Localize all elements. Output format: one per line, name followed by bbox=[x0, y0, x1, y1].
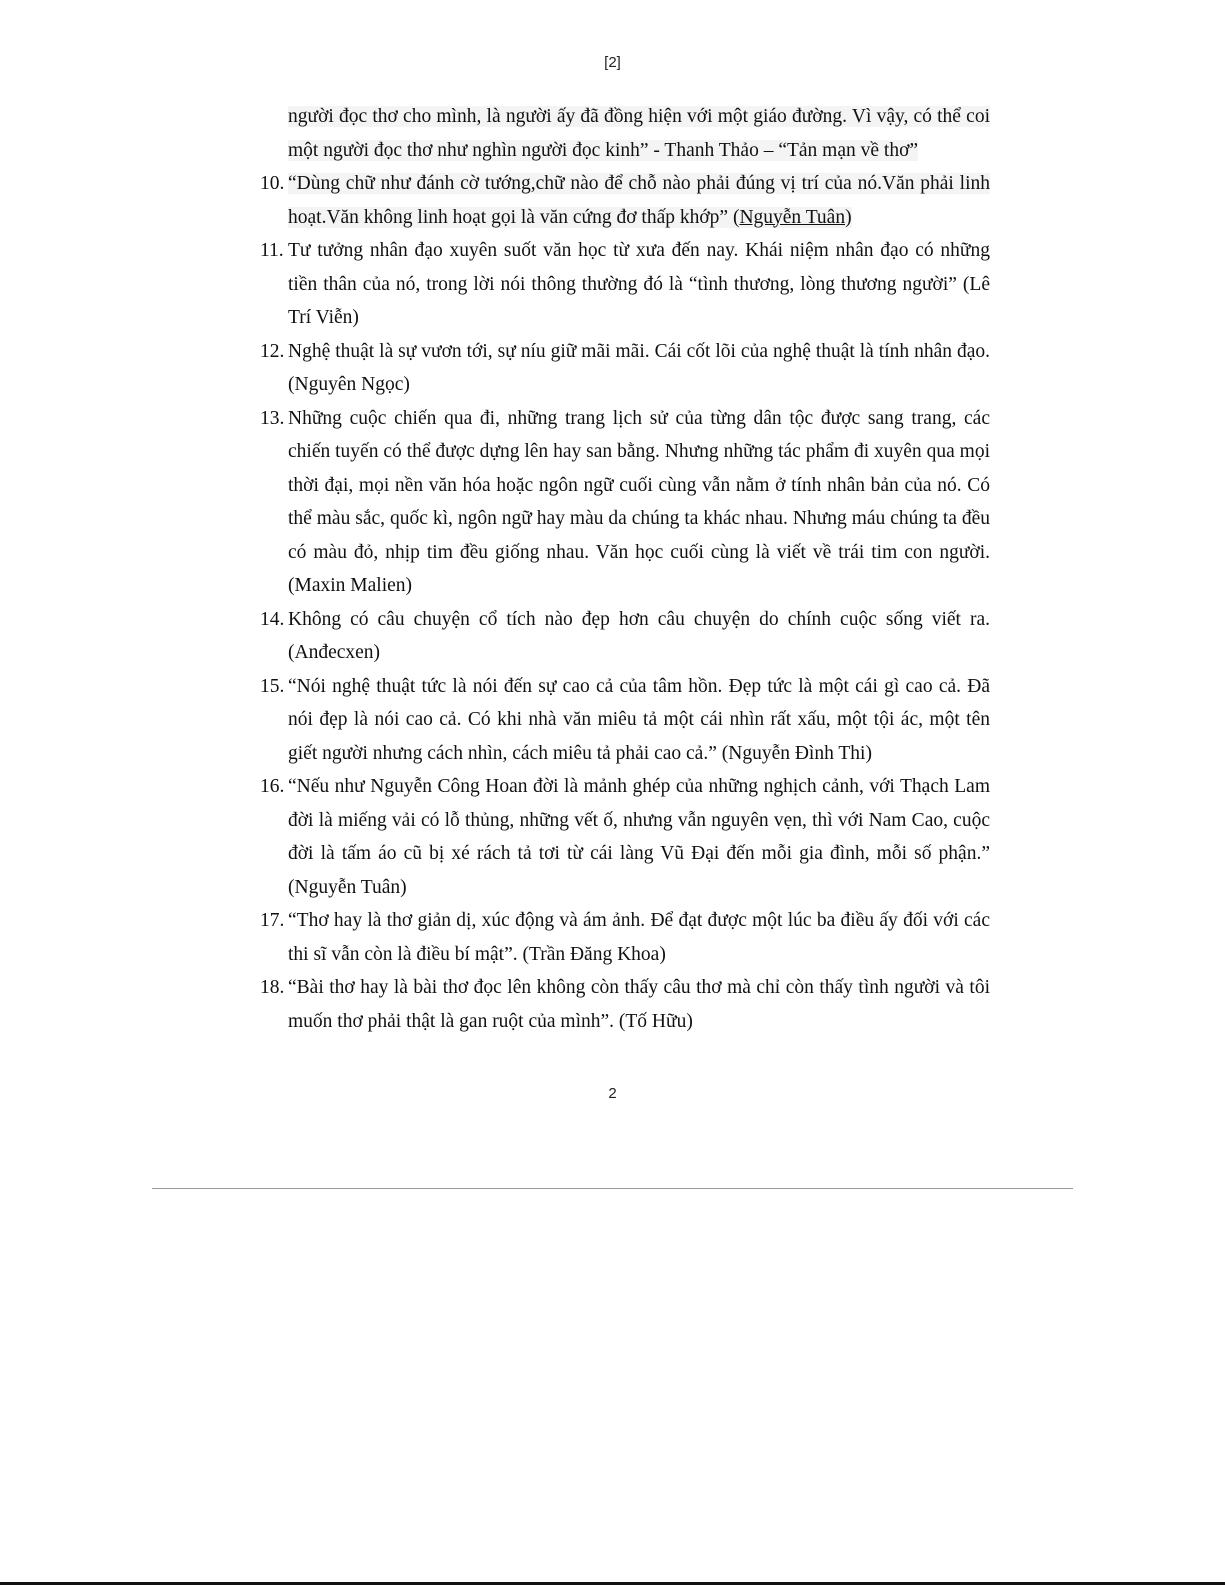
list-item-16 bbox=[260, 770, 990, 904]
author-link: Nguyễn Tuân bbox=[739, 206, 846, 228]
list-item-text: “Nếu như Nguyễn Công Hoan đời là mảnh ghép của những nghịch cảnh, với Thạch Lam đời là miếng vải có lỗ thủng, những vết ố, nhưng vẫn nguyên vẹn, thì với Nam Cao, cuộc đời là tấm áo cũ bị xé rách tả tơi từ cái làng Vũ Đại đến mỗi gia đình, mỗi số phận.” (Nguyễn Tuân) bbox=[288, 776, 990, 898]
list-item-17 bbox=[260, 904, 990, 971]
list-item-number: 18. bbox=[260, 977, 285, 998]
list-item-15 bbox=[260, 670, 990, 771]
quote-closing-paren: ) bbox=[845, 206, 852, 228]
list-item-text bbox=[288, 167, 990, 234]
list-item-12 bbox=[260, 335, 990, 402]
list-item-text: Những cuộc chiến qua đi, những trang lịch sử của từng dân tộc được sang trang, các chiến tuyến có thể được dựng lên hay san bằng. Nhưng những tác phẩm đi xuyên qua mọi thời đại, mọi nền văn hóa hoặc ngôn ngữ cuối cùng vẫn nằm ở tính nhân bản của nó. Có thể màu sắc, quốc kì, ngôn ngữ hay màu da chúng ta khác nhau. Nhưng máu chúng ta đều có màu đỏ, nhịp tim đều giống nhau. Văn học cuối cùng là viết về trái tim con người. (Maxin Malien) bbox=[288, 407, 990, 596]
list-item-18 bbox=[260, 971, 990, 1038]
list-item-number: 11. bbox=[260, 240, 284, 261]
list-item-text: Tư tưởng nhân đạo xuyên suốt văn học từ xưa đến nay. Khái niệm nhân đạo có những tiền thân của nó, trong lời nói thông thường đó là “tình thương, lòng thương người” (Lê Trí Viễn) bbox=[288, 240, 990, 328]
list-item-number: 17. bbox=[260, 910, 285, 931]
list-item-text: Nghệ thuật là sự vươn tới, sự níu giữ mãi mãi. Cái cốt lõi của nghệ thuật là tính nhân đạo. (Nguyên Ngọc) bbox=[288, 340, 990, 395]
list-item-11 bbox=[260, 234, 990, 335]
list-item-text: “Nói nghệ thuật tức là nói đến sự cao cả của tâm hồn. Đẹp tức là một cái gì cao cả. Đã nói đẹp là nói cao cả. Có khi nhà văn miêu tả một cái nhìn rất xấu, một tội ác, một tên giết người nhưng cách nhìn, cách miêu tả phải cao cả.” (Nguyễn Đình Thi) bbox=[288, 675, 990, 764]
list-item-13 bbox=[260, 402, 990, 603]
list-item-number: 15. bbox=[260, 675, 285, 697]
quote-text-highlighted: “Dùng chữ như đánh cờ tướng,chữ nào để chỗ nào phải đúng vị trí của nó.Văn phải linh hoạt.Văn không linh hoạt gọi là văn cứng đơ thấp khớp” ( bbox=[288, 173, 990, 228]
list-item-text: “Thơ hay là thơ giản dị, xúc động và ám ảnh. Để đạt được một lúc ba điều ấy đối với các thi sĩ vẫn còn là điều bí mật”. (Trần Đăng Khoa) bbox=[288, 910, 990, 965]
list-item-10 bbox=[260, 167, 990, 234]
page-label: [2] bbox=[604, 54, 621, 71]
continuation-text: người đọc thơ cho mình, là người ấy đã đồng hiện với một giáo đường. Vì vậy, có thể coi một người đọc thơ như nghìn người đọc kinh” - Thanh Thảo – “Tản mạn về thơ” bbox=[288, 106, 990, 161]
list-item-number: 12. bbox=[260, 340, 285, 362]
continuation-paragraph bbox=[260, 100, 990, 167]
list-item-14 bbox=[260, 603, 990, 670]
list-item-number: 10. bbox=[260, 173, 285, 194]
quote-list-content bbox=[260, 100, 990, 1038]
list-item-number: 16. bbox=[260, 776, 285, 797]
list-item-number: 14. bbox=[260, 608, 285, 630]
page-number: 2 bbox=[608, 1085, 617, 1102]
list-item-text: Không có câu chuyện cổ tích nào đẹp hơn câu chuyện do chính cuộc sống viết ra. (Anđecxen) bbox=[288, 608, 990, 663]
list-item-text: “Bài thơ hay là bài thơ đọc lên không còn thấy câu thơ mà chỉ còn thấy tình người và tôi muốn thơ phải thật là gan ruột của mình”. (Tố Hữu) bbox=[288, 977, 990, 1032]
page-break-divider bbox=[152, 1188, 1073, 1189]
list-item-number: 13. bbox=[260, 407, 285, 429]
